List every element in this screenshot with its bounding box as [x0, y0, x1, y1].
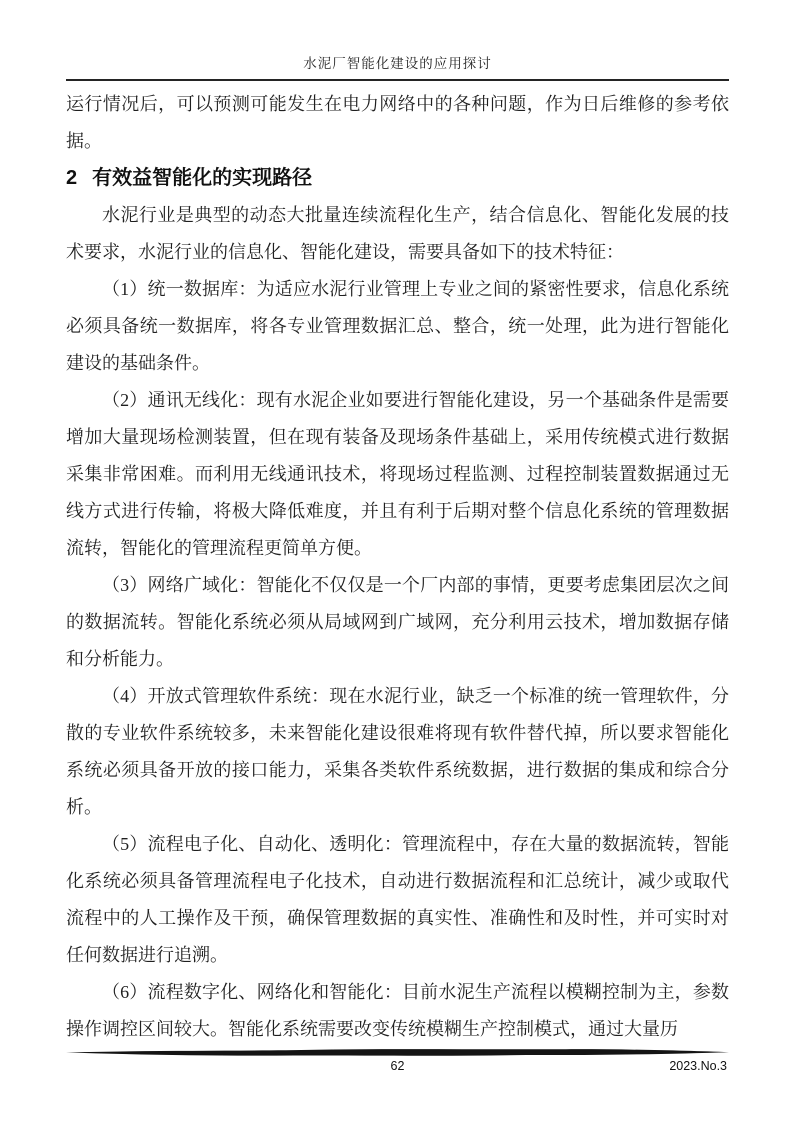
page-header [66, 0, 729, 81]
paragraph-continuation: 运行情况后，可以预测可能发生在电力网络中的各种问题，作为日后维修的参考依据。 [66, 94, 729, 151]
paragraph-item-4: （4）开放式管理软件系统：现在水泥行业，缺乏一个标准的统一管理软件，分散的专业软件系统较多，未来智能化建设很难将现有软件替代掉，所以要求智能化系统必须具备开放的接口能力，采集各类软件系统数据，进行数据的集成和综合分析。 [66, 686, 729, 817]
section-heading [66, 160, 729, 197]
paragraph-item-3: （3）网络广域化：智能化不仅仅是一个厂内部的事情，更要考虑集团层次之间的数据流转。智能化系统必须从局域网到广域网，充分利用云技术，增加数据存储和分析能力。 [66, 575, 729, 669]
header-rule [66, 79, 729, 81]
section-title: 有效益智能化的实现路径 [92, 167, 313, 189]
page-body [66, 86, 729, 1048]
page-footer [66, 1048, 729, 1074]
paragraph-intro: 水泥行业是典型的动态大批量连续流程化生产，结合信息化、智能化发展的技术要求，水泥行业的信息化、智能化建设，需要具备如下的技术特征： [66, 205, 729, 262]
issue-label: 2023.No.3 [669, 1059, 727, 1073]
paragraph-item-5: （5）流程电子化、自动化、透明化：管理流程中，存在大量的数据流转，智能化系统必须具备管理流程电子化技术，自动进行数据流程和汇总统计，减少或取代流程中的人工操作及干预，确保管理数据的真实性、准确性和及时性，并可实时对任何数据进行追溯。 [66, 834, 729, 965]
running-title: 水泥厂智能化建设的应用探讨 [303, 56, 492, 71]
paragraph-item-1: （1）统一数据库：为适应水泥行业管理上专业之间的紧密性要求，信息化系统必须具备统一数据库，将各专业管理数据汇总、整合，统一处理，此为进行智能化建设的基础条件。 [66, 279, 729, 373]
section-number: 2 [66, 167, 78, 189]
paragraph-item-2: （2）通讯无线化：现有水泥企业如要进行智能化建设，另一个基础条件是需要增加大量现场检测装置，但在现有装备及现场条件基础上，采用传统模式进行数据采集非常困难。而利用无线通讯技术，将现场过程监测、过程控制装置数据通过无线方式进行传输，将极大降低难度，并且有利于后期对整个信息化系统的管理数据流转，智能化的管理流程更简单方便。 [66, 390, 729, 558]
page-number: 62 [390, 1059, 405, 1073]
footer-rule [66, 1048, 729, 1057]
footer-row [66, 1058, 729, 1074]
paragraph-item-6: （6）流程数字化、网络化和智能化：目前水泥生产流程以模糊控制为主，参数操作调控区间较大。智能化系统需要改变传统模糊生产控制模式，通过大量历 [66, 982, 729, 1039]
